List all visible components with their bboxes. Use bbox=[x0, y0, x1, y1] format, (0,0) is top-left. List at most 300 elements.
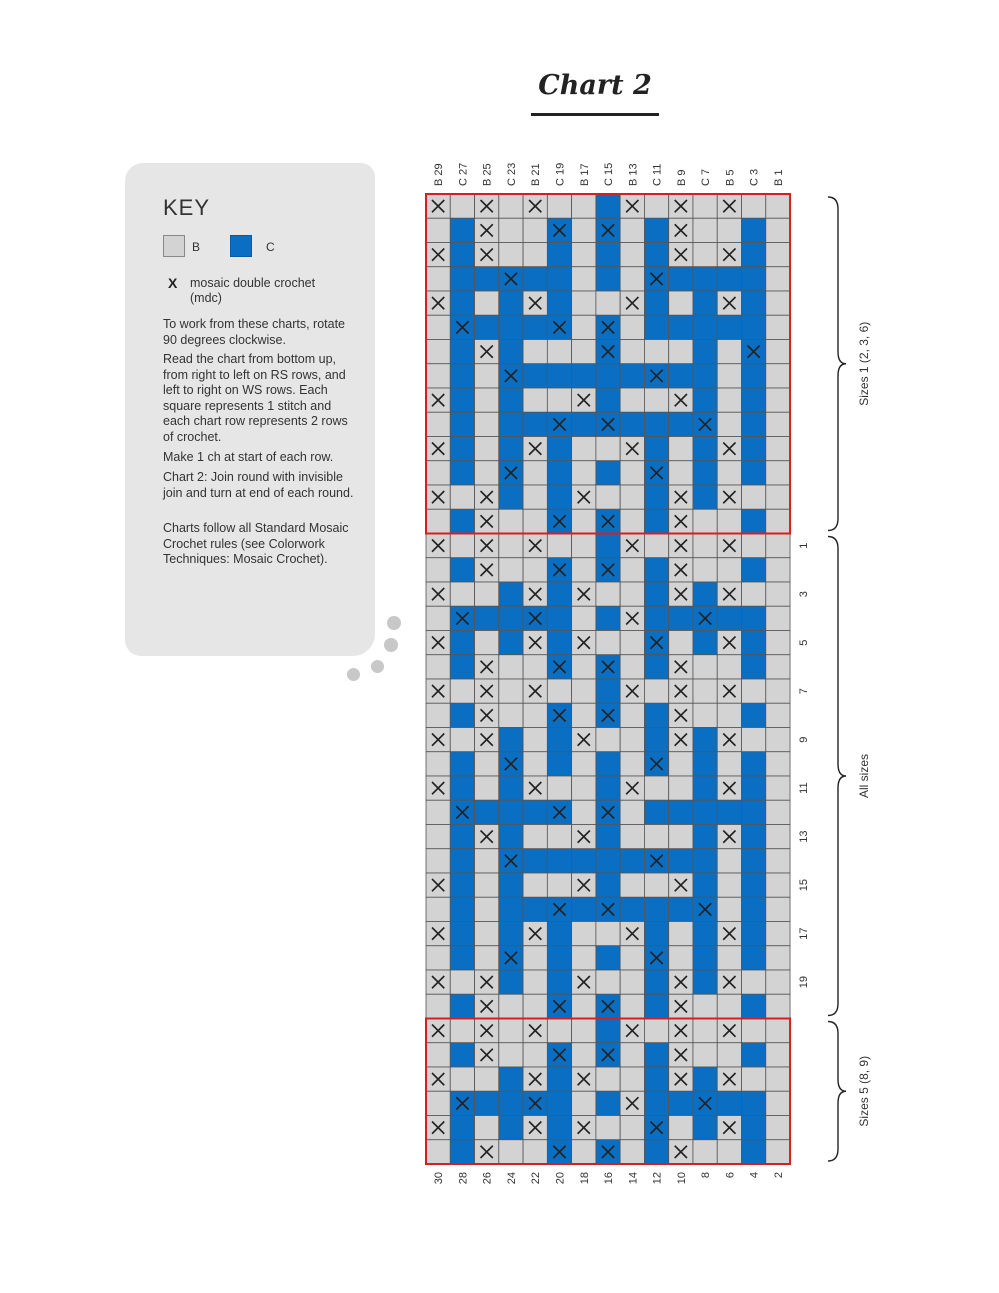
cell-color-c bbox=[644, 412, 668, 436]
cell-color-c bbox=[596, 364, 620, 388]
row-number-right: 11 bbox=[798, 782, 810, 794]
cell-color-b bbox=[766, 461, 790, 485]
cell-color-c bbox=[547, 631, 571, 655]
cell-color-b bbox=[620, 752, 644, 776]
cell-color-b bbox=[475, 364, 499, 388]
cell-color-c bbox=[693, 849, 717, 873]
cell-color-b bbox=[766, 558, 790, 582]
cell-color-b bbox=[596, 970, 620, 994]
cell-color-b bbox=[742, 534, 766, 558]
cell-color-c bbox=[596, 752, 620, 776]
cell-color-c bbox=[572, 412, 596, 436]
cell-color-c bbox=[499, 437, 523, 461]
cell-color-b bbox=[717, 703, 741, 727]
cell-color-c bbox=[644, 1043, 668, 1067]
cell-color-b bbox=[620, 558, 644, 582]
cell-color-b bbox=[742, 1067, 766, 1091]
cell-color-c bbox=[742, 315, 766, 339]
cell-color-c bbox=[596, 243, 620, 267]
cell-color-b bbox=[766, 364, 790, 388]
cell-color-b bbox=[523, 946, 547, 970]
cell-color-b bbox=[766, 606, 790, 630]
cell-color-c bbox=[644, 485, 668, 509]
cell-color-b bbox=[499, 703, 523, 727]
cell-color-b bbox=[572, 194, 596, 218]
section-brace bbox=[828, 1022, 846, 1162]
cell-color-c bbox=[499, 776, 523, 800]
cell-color-c bbox=[669, 800, 693, 824]
cell-color-c bbox=[450, 873, 474, 897]
cell-color-c bbox=[669, 315, 693, 339]
cell-color-b bbox=[717, 558, 741, 582]
cell-color-b bbox=[717, 509, 741, 533]
cell-color-b bbox=[475, 776, 499, 800]
row-number-bottom: 14 bbox=[627, 1172, 640, 1185]
cell-color-c bbox=[475, 315, 499, 339]
cell-color-c bbox=[450, 922, 474, 946]
cell-color-b bbox=[426, 606, 450, 630]
cell-color-c bbox=[450, 218, 474, 242]
column-label: B 29 bbox=[433, 163, 446, 186]
cell-color-b bbox=[572, 679, 596, 703]
cell-color-b bbox=[572, 752, 596, 776]
cell-color-c bbox=[450, 825, 474, 849]
cell-color-b bbox=[620, 994, 644, 1018]
cell-color-c bbox=[572, 849, 596, 873]
cell-color-b bbox=[620, 631, 644, 655]
cell-color-c bbox=[475, 606, 499, 630]
cell-color-b bbox=[669, 631, 693, 655]
cell-color-b bbox=[717, 897, 741, 921]
cell-color-b bbox=[620, 825, 644, 849]
cell-color-c bbox=[499, 291, 523, 315]
cell-color-b bbox=[426, 655, 450, 679]
cell-color-c bbox=[547, 364, 571, 388]
cell-color-c bbox=[596, 461, 620, 485]
cell-color-c bbox=[450, 412, 474, 436]
cell-color-c bbox=[644, 558, 668, 582]
row-number-right: 15 bbox=[798, 879, 810, 892]
cell-color-b bbox=[572, 1140, 596, 1164]
cell-color-b bbox=[475, 388, 499, 412]
cell-color-b bbox=[644, 1019, 668, 1043]
key-paragraph-join: Chart 2: Join round with invisible join and turn at end of each round. bbox=[163, 470, 354, 500]
cell-color-b bbox=[499, 655, 523, 679]
cell-color-c bbox=[475, 1091, 499, 1115]
cell-color-b bbox=[547, 1019, 571, 1043]
cell-color-c bbox=[450, 1116, 474, 1140]
cell-color-b bbox=[572, 315, 596, 339]
cell-color-b bbox=[766, 776, 790, 800]
cell-color-b bbox=[572, 994, 596, 1018]
cell-color-c bbox=[693, 776, 717, 800]
cell-color-b bbox=[766, 873, 790, 897]
cell-color-b bbox=[596, 1116, 620, 1140]
key-paragraph-chain: Make 1 ch at start of each row. bbox=[163, 450, 334, 464]
cell-color-b bbox=[669, 461, 693, 485]
cell-color-b bbox=[766, 752, 790, 776]
row-number-right: 9 bbox=[798, 736, 810, 743]
section-label: Sizes 5 (8, 9) bbox=[857, 1055, 871, 1127]
cell-color-b bbox=[426, 800, 450, 824]
cell-color-c bbox=[742, 825, 766, 849]
cell-color-c bbox=[450, 776, 474, 800]
cell-color-c bbox=[450, 509, 474, 533]
cell-color-c bbox=[644, 994, 668, 1018]
cell-color-c bbox=[547, 752, 571, 776]
cell-color-b bbox=[620, 1067, 644, 1091]
cell-color-c bbox=[450, 1043, 474, 1067]
cell-color-b bbox=[766, 922, 790, 946]
cell-color-b bbox=[717, 946, 741, 970]
cell-color-c bbox=[499, 340, 523, 364]
cell-color-b bbox=[475, 897, 499, 921]
cell-color-b bbox=[766, 485, 790, 509]
cell-color-b bbox=[620, 800, 644, 824]
cell-color-c bbox=[499, 922, 523, 946]
cell-color-b bbox=[572, 243, 596, 267]
column-label: C 27 bbox=[457, 162, 470, 186]
cell-color-b bbox=[499, 509, 523, 533]
row-number-bottom: 24 bbox=[505, 1172, 518, 1185]
cell-color-b bbox=[523, 970, 547, 994]
cell-color-c bbox=[742, 388, 766, 412]
cell-color-c bbox=[693, 946, 717, 970]
cell-color-c bbox=[742, 461, 766, 485]
row-number-bottom: 20 bbox=[554, 1172, 567, 1185]
cell-color-b bbox=[620, 728, 644, 752]
cell-color-c bbox=[669, 267, 693, 291]
cell-color-c bbox=[450, 703, 474, 727]
cell-color-c bbox=[693, 800, 717, 824]
cell-color-b bbox=[572, 703, 596, 727]
column-label: B 9 bbox=[675, 169, 688, 186]
cell-color-c bbox=[644, 509, 668, 533]
cell-color-b bbox=[669, 752, 693, 776]
cell-color-b bbox=[620, 1116, 644, 1140]
cell-color-c bbox=[450, 291, 474, 315]
cell-color-b bbox=[766, 679, 790, 703]
cell-color-b bbox=[766, 437, 790, 461]
column-label: B 1 bbox=[772, 169, 785, 186]
row-number-bottom: 12 bbox=[651, 1172, 664, 1185]
cell-color-b bbox=[596, 1067, 620, 1091]
cell-color-b bbox=[450, 970, 474, 994]
cell-color-c bbox=[742, 849, 766, 873]
cell-color-c bbox=[742, 1091, 766, 1115]
cell-color-b bbox=[693, 194, 717, 218]
cell-color-c bbox=[742, 218, 766, 242]
cell-color-c bbox=[742, 1043, 766, 1067]
cell-color-b bbox=[766, 1067, 790, 1091]
cell-color-b bbox=[426, 218, 450, 242]
section-brace bbox=[828, 537, 846, 1016]
cell-color-b bbox=[426, 1091, 450, 1115]
cell-color-b bbox=[766, 509, 790, 533]
cell-color-c bbox=[669, 897, 693, 921]
key-paragraph-rotate: To work from these charts, rotate 90 degrees clockwise. bbox=[163, 317, 346, 347]
cell-color-b bbox=[693, 994, 717, 1018]
cell-color-c bbox=[596, 534, 620, 558]
cell-color-c bbox=[717, 606, 741, 630]
cell-color-b bbox=[693, 655, 717, 679]
cell-color-b bbox=[475, 437, 499, 461]
cell-color-b bbox=[523, 1140, 547, 1164]
cell-color-b bbox=[766, 728, 790, 752]
cell-color-c bbox=[596, 1019, 620, 1043]
cell-color-c bbox=[547, 291, 571, 315]
cell-color-b bbox=[620, 509, 644, 533]
cell-color-c bbox=[644, 897, 668, 921]
cell-color-c bbox=[523, 412, 547, 436]
cell-color-b bbox=[693, 243, 717, 267]
cell-color-b bbox=[669, 437, 693, 461]
key-paragraph-read: Read the chart from bottom up, from right to left on RS rows, and left to right on WS rows. Each square represents 1 stitch and each chart row represents 2 rows of crochet. bbox=[163, 352, 348, 444]
cell-color-b bbox=[523, 558, 547, 582]
cell-color-c bbox=[499, 970, 523, 994]
cell-color-b bbox=[426, 897, 450, 921]
cell-color-b bbox=[620, 1043, 644, 1067]
column-label: C 15 bbox=[603, 162, 616, 186]
cell-color-c bbox=[523, 267, 547, 291]
cell-color-b bbox=[572, 946, 596, 970]
column-label: C 7 bbox=[700, 168, 713, 186]
cell-color-b bbox=[450, 1067, 474, 1091]
cell-color-b bbox=[620, 1140, 644, 1164]
cell-color-c bbox=[499, 631, 523, 655]
cell-color-c bbox=[742, 922, 766, 946]
row-number-bottom: 26 bbox=[481, 1172, 494, 1185]
cell-color-b bbox=[426, 267, 450, 291]
cell-color-c bbox=[742, 655, 766, 679]
cell-color-c bbox=[523, 897, 547, 921]
cell-color-c bbox=[596, 849, 620, 873]
cell-color-c bbox=[523, 364, 547, 388]
cell-color-c bbox=[742, 631, 766, 655]
row-number-right: 17 bbox=[798, 927, 810, 940]
cell-color-b bbox=[717, 388, 741, 412]
cell-color-b bbox=[547, 825, 571, 849]
cell-color-c bbox=[669, 412, 693, 436]
cell-color-b bbox=[475, 873, 499, 897]
cell-color-c bbox=[547, 582, 571, 606]
cell-color-b bbox=[572, 558, 596, 582]
cell-color-b bbox=[426, 509, 450, 533]
row-number-bottom: 16 bbox=[603, 1172, 616, 1185]
cell-color-c bbox=[620, 412, 644, 436]
cell-color-c bbox=[450, 243, 474, 267]
cell-color-c bbox=[596, 606, 620, 630]
cell-color-b bbox=[644, 388, 668, 412]
cell-color-b bbox=[717, 655, 741, 679]
cell-color-b bbox=[499, 194, 523, 218]
cell-color-b bbox=[499, 218, 523, 242]
cell-color-b bbox=[523, 703, 547, 727]
cell-color-c bbox=[742, 509, 766, 533]
row-number-bottom: 28 bbox=[457, 1172, 470, 1185]
cell-color-b bbox=[742, 970, 766, 994]
cell-color-b bbox=[717, 364, 741, 388]
cell-color-b bbox=[766, 994, 790, 1018]
cell-color-b bbox=[523, 243, 547, 267]
cell-color-b bbox=[620, 461, 644, 485]
cell-color-c bbox=[547, 606, 571, 630]
cell-color-b bbox=[426, 994, 450, 1018]
cell-color-b bbox=[596, 485, 620, 509]
cell-color-b bbox=[499, 1140, 523, 1164]
cell-color-c bbox=[547, 922, 571, 946]
cell-color-b bbox=[717, 412, 741, 436]
cell-color-b bbox=[766, 194, 790, 218]
cell-color-c bbox=[499, 1116, 523, 1140]
color-c-label: C bbox=[266, 240, 275, 254]
cell-color-b bbox=[596, 582, 620, 606]
cell-color-b bbox=[620, 388, 644, 412]
cell-color-b bbox=[450, 1019, 474, 1043]
cell-color-b bbox=[717, 873, 741, 897]
cell-color-c bbox=[596, 194, 620, 218]
cell-color-b bbox=[669, 1116, 693, 1140]
cell-color-c bbox=[742, 267, 766, 291]
cell-color-b bbox=[523, 752, 547, 776]
cell-color-c bbox=[742, 1140, 766, 1164]
column-label: C 11 bbox=[651, 163, 664, 186]
cell-color-c bbox=[547, 1091, 571, 1115]
cell-color-b bbox=[426, 412, 450, 436]
cell-color-b bbox=[523, 340, 547, 364]
cell-color-c bbox=[693, 873, 717, 897]
key-heading: KEY bbox=[163, 195, 211, 220]
color-b-label: B bbox=[192, 240, 201, 254]
row-number-right: 7 bbox=[798, 688, 810, 695]
column-label: B 21 bbox=[530, 163, 543, 186]
cell-color-c bbox=[547, 267, 571, 291]
cell-color-c bbox=[499, 606, 523, 630]
cell-color-c bbox=[450, 655, 474, 679]
cell-color-b bbox=[450, 194, 474, 218]
cell-color-c bbox=[644, 1091, 668, 1115]
cell-color-b bbox=[766, 897, 790, 921]
cell-color-b bbox=[547, 194, 571, 218]
cell-color-b bbox=[766, 1140, 790, 1164]
cell-color-b bbox=[426, 461, 450, 485]
cell-color-c bbox=[499, 825, 523, 849]
x-symbol-icon: X bbox=[168, 275, 178, 291]
row-number-right: 13 bbox=[798, 830, 810, 843]
cell-color-c bbox=[547, 243, 571, 267]
cell-color-c bbox=[644, 1140, 668, 1164]
cell-color-b bbox=[450, 534, 474, 558]
cell-color-b bbox=[766, 946, 790, 970]
cell-color-b bbox=[766, 1019, 790, 1043]
cell-color-b bbox=[547, 873, 571, 897]
cell-color-c bbox=[450, 849, 474, 873]
cell-color-b bbox=[523, 485, 547, 509]
cell-color-b bbox=[620, 655, 644, 679]
cell-color-c bbox=[572, 364, 596, 388]
cell-color-c bbox=[450, 994, 474, 1018]
cell-color-b bbox=[644, 534, 668, 558]
cell-color-c bbox=[450, 267, 474, 291]
cell-color-c bbox=[450, 340, 474, 364]
cell-color-b bbox=[572, 1043, 596, 1067]
cell-color-c bbox=[596, 873, 620, 897]
cell-color-b bbox=[475, 631, 499, 655]
cell-color-c bbox=[596, 388, 620, 412]
cell-color-c bbox=[669, 364, 693, 388]
row-number-bottom: 30 bbox=[433, 1172, 446, 1185]
cell-color-c bbox=[450, 897, 474, 921]
cell-color-c bbox=[523, 315, 547, 339]
cell-color-b bbox=[596, 922, 620, 946]
cell-color-c bbox=[499, 1091, 523, 1115]
cell-color-c bbox=[450, 437, 474, 461]
cell-color-c bbox=[450, 364, 474, 388]
cell-color-c bbox=[450, 461, 474, 485]
cell-color-c bbox=[669, 1091, 693, 1115]
cell-color-b bbox=[717, 849, 741, 873]
cell-color-c bbox=[693, 582, 717, 606]
cell-color-c bbox=[620, 364, 644, 388]
cell-color-b bbox=[742, 1019, 766, 1043]
cell-color-b bbox=[669, 825, 693, 849]
cell-color-c bbox=[693, 315, 717, 339]
cell-color-b bbox=[572, 655, 596, 679]
cell-color-b bbox=[620, 703, 644, 727]
cell-color-b bbox=[450, 485, 474, 509]
cell-color-b bbox=[523, 509, 547, 533]
cell-color-b bbox=[766, 582, 790, 606]
cell-color-b bbox=[766, 631, 790, 655]
cell-color-b bbox=[644, 873, 668, 897]
cell-color-b bbox=[644, 194, 668, 218]
cell-color-b bbox=[499, 1043, 523, 1067]
cell-color-b bbox=[693, 1140, 717, 1164]
cell-color-b bbox=[766, 267, 790, 291]
key-paragraph-rules: Charts follow all Standard Mosaic Crochet rules (see Colorwork Techniques: Mosaic Crochet). bbox=[163, 521, 349, 566]
column-label: B 25 bbox=[481, 163, 494, 186]
cell-color-b bbox=[572, 776, 596, 800]
cell-color-c bbox=[693, 970, 717, 994]
cell-color-b bbox=[766, 412, 790, 436]
cell-color-c bbox=[693, 825, 717, 849]
cell-color-c bbox=[742, 291, 766, 315]
cell-color-c bbox=[669, 606, 693, 630]
cell-color-b bbox=[693, 1019, 717, 1043]
cell-color-b bbox=[766, 1043, 790, 1067]
cell-color-b bbox=[766, 1116, 790, 1140]
cell-color-b bbox=[572, 1019, 596, 1043]
cell-color-c bbox=[742, 994, 766, 1018]
cell-color-c bbox=[547, 728, 571, 752]
cell-color-c bbox=[523, 849, 547, 873]
cell-color-c bbox=[644, 655, 668, 679]
cell-color-b bbox=[475, 582, 499, 606]
row-number-right: 1 bbox=[798, 542, 810, 549]
cell-color-b bbox=[596, 728, 620, 752]
cell-color-b bbox=[499, 534, 523, 558]
cell-color-b bbox=[644, 340, 668, 364]
cell-color-b bbox=[426, 340, 450, 364]
cell-color-c bbox=[547, 437, 571, 461]
cell-color-c bbox=[499, 485, 523, 509]
cell-color-c bbox=[499, 412, 523, 436]
cell-color-b bbox=[620, 243, 644, 267]
column-label: B 17 bbox=[578, 163, 591, 186]
cell-color-b bbox=[572, 800, 596, 824]
cell-color-c bbox=[717, 315, 741, 339]
cell-color-b bbox=[523, 655, 547, 679]
